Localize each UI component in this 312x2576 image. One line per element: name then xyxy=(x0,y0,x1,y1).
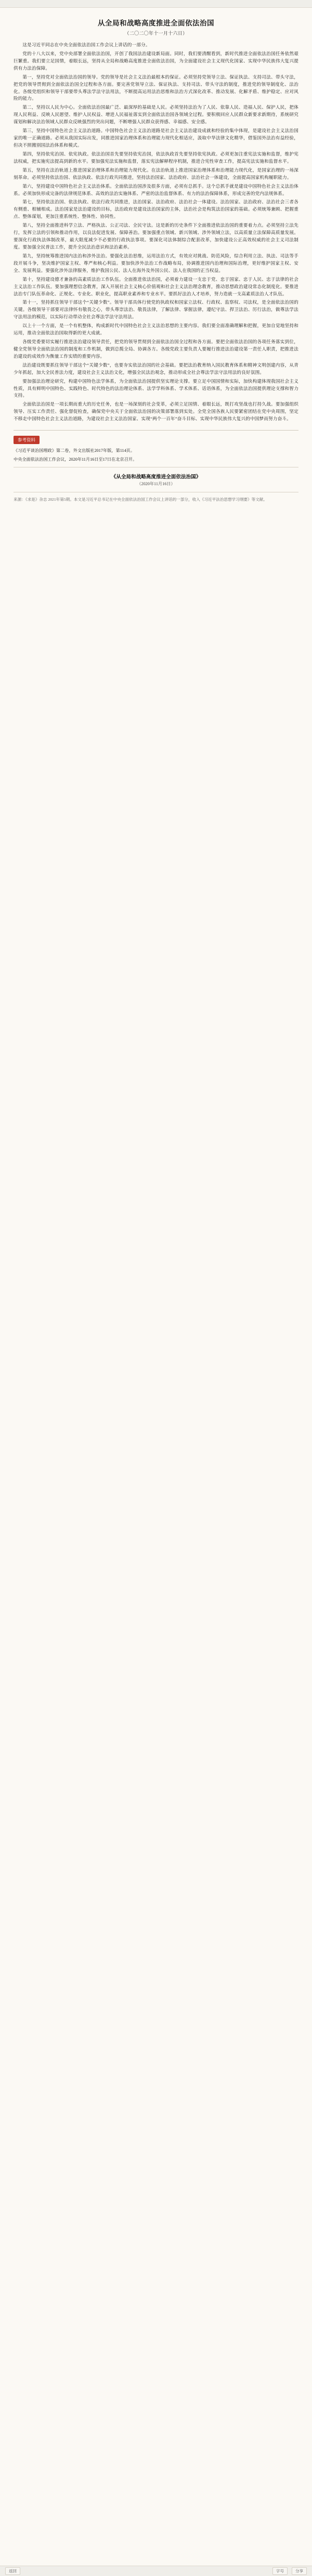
article-paragraph: 第一，坚持党对全面依法治国的领导。党的领导是社会主义法治最根本的保证。必须坚持党领导立法、保证执法、支持司法、带头守法，把党的领导贯彻到全面依法治国全过程和各方面。要完善党领导立法、保证执法、支持司法、带头守法的制度，推进党的领导制度化、法治化。各级党组织和领导干部要带头尊法学法守法用法，不断提高运用法治思维和法治方式深化改革、推动发展、化解矛盾、维护稳定、应对风险的能力。 xyxy=(14,74,298,101)
article-paragraph: 第二，坚持以人民为中心。全面依法治国最广泛、最深厚的基础是人民。必须坚持法治为了人民、依靠人民、造福人民、保护人民，把体现人民利益、反映人民愿望、维护人民权益、增进人民福祉落实到全面依法治国各领域全过程。要积极回应人民群众新要求新期待，系统研究谋划和解决法治领域人民群众反映强烈的突出问题，不断增强人民群众获得感、幸福感、安全感。 xyxy=(14,105,298,125)
article-subtitle: （二〇二〇年十一月十六日） xyxy=(124,31,188,36)
article-paragraph: 全面依法治国是一项长期而重大的历史任务，也是一场深刻的社会变革，必须立足国情、着眼长远，既打攻坚战也打持久战。要加强组织领导、压实工作责任、强化督促检查，确保党中央关于全面依法治国的决策部署落到实处。全党全国各族人民要紧密团结在党中央周围，坚定不移走中国特色社会主义法治道路，为建设社会主义法治国家、实现“两个一百年”奋斗目标、实现中华民族伟大复兴的中国梦而努力奋斗。 xyxy=(14,401,298,422)
bottom-bar xyxy=(0,2566,312,2576)
article-paragraph: 法治建设既要抓住领导干部这个“关键少数”，也要夯实依法治国的社会基础。要把法治教育纳入国民教育体系和精神文明创建内容，从青少年抓起，加大全民普法力度，建设社会主义法治文化，增强全民法治观念，推动形成全社会尊法学法守法用法的良好氛围。 xyxy=(14,362,298,375)
font-size-button[interactable]: 字号 xyxy=(272,2567,288,2575)
source-heading: 《从全局和战略高度推进全面依法治国》 xyxy=(111,474,201,480)
article-paragraph: 各级党委要切实履行推进法治建设领导责任，把党的领导贯彻到全面依法治国全过程和各方面。要把全面依法治国的各项任务落实到位，健全党领导全面依法治国的制度和工作机制，做到总揽全局、协调各方。各级党政主要负责人要履行推进法治建设第一责任人职责，把推进法治建设的成效作为衡量工作实绩的重要内容。 xyxy=(14,339,298,359)
article-paragraph: 第十一，坚持抓住领导干部这个“关键少数”。领导干部具体行使党的执政权和国家立法权、行政权、监察权、司法权，是全面依法治国的关键。各级领导干部要对法律怀有敬畏之心，带头尊崇法治、敬畏法律，了解法律、掌握法律，遵纪守法、捍卫法治、厉行法治，做尊法学法守法用法的模范，以实际行动带动全社会尊法学法守法用法。 xyxy=(14,300,298,320)
article-paragraph: 党的十八大以来，党中央部署全面依法治国，开创了我国法治建设新局面。同时，我们要清醒看到，新时代推进全面依法治国任务依然艰巨繁重。我们要立足国情，着眼长远，坚持从全局和战略高度推进全面依法治国，为全面建设社会主义现代化国家、实现中华民族伟大复兴提供有力法治保障。 xyxy=(14,50,298,71)
article-paragraph: 第三，坚持中国特色社会主义法治道路。中国特色社会主义法治道路是社会主义法治建设成就和经验的集中体现，是建设社会主义法治国家的唯一正确道路。必须从我国实际出发，同推进国家治理体系和治理能力现代化相适应，汲取中华法律文化精华，借鉴国外法治有益经验，但决不照搬别国法治体系和模式。 xyxy=(14,128,298,148)
notes-section xyxy=(14,430,298,463)
top-bar xyxy=(0,0,312,8)
share-button[interactable]: 分享 xyxy=(292,2567,307,2575)
article-content xyxy=(0,8,312,511)
notes-label: 参考资料 xyxy=(14,436,40,444)
article-paragraph: 第五，坚持在法治轨道上推进国家治理体系和治理能力现代化。在法治轨道上推进国家治理体系和治理能力现代化，是国家治理的一场深刻革命。必须坚持依法治国、依法执政、依法行政共同推进，坚持法治国家、法治政府、法治社会一体建设，全面提高国家机构履职能力。 xyxy=(14,167,298,180)
page-title: 从全局和战略高度推进全面依法治国 xyxy=(98,19,214,27)
article-paragraph: 第八，坚持全面推进科学立法、严格执法、公正司法、全民守法。这是新的历史条件下全面推进依法治国的重要着力点。必须坚持立法先行，发挥立法的引领和推动作用，以良法促进发展、保障善治。要加强重点领域、新兴领域、涉外领域立法，以高质量立法保障高质量发展。要深化行政执法体制改革，最大限度减少不必要的行政执法事项。要深化司法体制综合配套改革，加快建设公正高效权威的社会主义司法制度。要加强全民普法工作，提升全民法治意识和法治素养。 xyxy=(14,223,298,250)
article-paragraph: 第六，坚持建设中国特色社会主义法治体系。全面依法治国涉及很多方面，必须有总抓手。这个总抓手就是建设中国特色社会主义法治体系。必须加快形成完备的法律规范体系、高效的法治实施体系、严密的法治监督体系、有力的法治保障体系，形成完善的党内法规体系。 xyxy=(14,183,298,196)
article-paragraph: 这是习近平同志在中央全面依法治国工作会议上讲话的一部分。 xyxy=(22,42,150,47)
source-date: （2020年11月16日） xyxy=(137,482,175,487)
article-paragraph: 第七，坚持依法治国、依法执政、依法行政共同推进，法治国家、法治政府、法治社会一体建设。法治国家、法治政府、法治社会三者各有侧重、相辅相成。法治国家是法治建设的目标，法治政府是建设法治国家的主体，法治社会是构筑法治国家的基础。必须统筹兼顾、把握重点、整体谋划，更加注重系统性、整体性、协同性。 xyxy=(14,199,298,219)
article-paragraph: 要加强法治理论研究，构建中国特色法学体系，为全面依法治国提供坚实理论支撑。要立足中国国情和实际，加快构建体现我国社会主义性质，具有鲜明中国特色、实践特色、时代特色的法治理论体系、法学学科体系、学术体系、话语体系，为全面依法治国提供理论支撑和智力支持。 xyxy=(14,378,298,398)
source-footer: 来源：《求是》杂志 2021年第5期。本文是习近平总书记在中央全面依法治国工作会议上讲话的一部分，收入《习近平法治思想学习纲要》等文献。 xyxy=(14,492,298,510)
back-button[interactable]: 返回 xyxy=(5,2567,20,2575)
note-item: 《习近平谈治国理政》第二卷，外文出版社2017年版，第114页。 xyxy=(14,448,135,453)
article-paragraph: 第九，坚持统筹推进国内法治和涉外法治。要强化法治思维，运用法治方式，有效应对挑战、防范风险，综合利用立法、执法、司法等手段开展斗争，坚决维护国家主权、尊严和核心利益。要加快涉外法治工作战略布局，协调推进国内治理和国际治理，更好维护国家主权、安全、发展利益。要强化涉外法律服务，维护我国公民、法人在海外及外国公民、法人在我国的正当权益。 xyxy=(14,253,298,273)
note-item: 中央全面依法治国工作会议，2020年11月16日至17日在北京召开。 xyxy=(14,457,137,462)
article-paragraph: 第四，坚持依宪治国、依宪执政。依法治国首先要坚持依宪治国，依法执政首先要坚持依宪执政。必须更加注重宪法实施和监督，维护宪法权威，把实施宪法提高到新的水平。要加强宪法实施和监督，落实宪法解释程序机制，推进合宪性审查工作，提高宪法实施和监督水平。 xyxy=(14,151,298,164)
article-paragraph: 第十，坚持建设德才兼备的高素质法治工作队伍。全面推进依法治国，必须着力建设一支忠于党、忠于国家、忠于人民、忠于法律的社会主义法治工作队伍。要加强理想信念教育，深入开展社会主义核心价值观和社会主义法治理念教育，推动思想政治建设常态化制度化。要推进法治专门队伍革命化、正规化、专业化、职业化，提高职业素养和专业水平。要抓好法治人才培养，努力造就一支高素质法治人才队伍。 xyxy=(14,276,298,296)
article-paragraph: 以上十一个方面，是一个有机整体，构成新时代中国特色社会主义法治思想的主要内容。我们要全面准确理解和把握，更加自觉地坚持和运用，推动全面依法治国取得新的更大成就。 xyxy=(14,323,298,336)
